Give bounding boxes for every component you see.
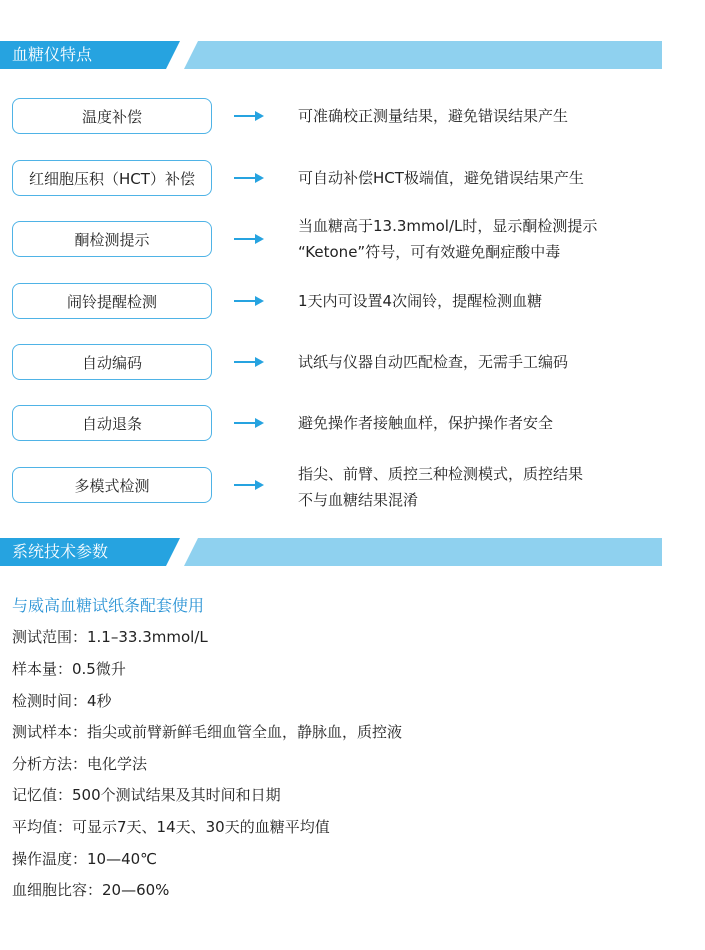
feature-description-line: 避免操作者接触血样，保护操作者安全 (298, 414, 554, 432)
feature-description (298, 160, 698, 196)
feature-label: 自动退条 (12, 405, 212, 441)
feature-description-line: 1天内可设置4次闹铃，提醒检测血糖 (298, 292, 543, 310)
spec-item: 血细胞比容：20—60% (12, 881, 170, 899)
feature-description-line: 试纸与仪器自动匹配检查，无需手工编码 (298, 353, 569, 371)
spec-item: 样本量：0.5微升 (12, 660, 126, 678)
right-arrow-icon (234, 422, 262, 424)
feature-description (298, 461, 698, 513)
feature-description (298, 344, 698, 380)
feature-label: 多模式检测 (12, 467, 212, 503)
feature-row (0, 160, 705, 198)
right-arrow-icon (234, 300, 262, 302)
feature-description (298, 283, 698, 319)
right-arrow-icon (234, 484, 262, 486)
feature-row (0, 344, 705, 382)
header-band (184, 538, 662, 566)
right-arrow-icon (234, 177, 262, 179)
feature-description-line: 指尖、前臂、质控三种检测模式，质控结果 (298, 465, 584, 483)
feature-row (0, 283, 705, 321)
feature-row (0, 405, 705, 443)
features-section-title: 血糖仪特点 (12, 45, 93, 64)
feature-label: 闹铃提醒检测 (12, 283, 212, 319)
feature-description-line: “Ketone”符号，可有效避免酮症酸中毒 (298, 243, 561, 261)
right-arrow-icon (234, 115, 262, 117)
feature-description-line: 可准确校正测量结果，避免错误结果产生 (298, 107, 569, 125)
specs-subtitle: 与威高血糖试纸条配套使用 (12, 596, 205, 615)
feature-label: 红细胞压积（HCT）补偿 (12, 160, 212, 196)
right-arrow-icon (234, 361, 262, 363)
header-band (184, 41, 662, 69)
feature-description-line: 当血糖高于13.3mmol/L时，显示酮检测提示 (298, 217, 598, 235)
spec-item: 检测时间：4秒 (12, 692, 112, 710)
specs-section-header (0, 538, 662, 566)
right-arrow-icon (234, 238, 262, 240)
spec-item: 平均值：可显示7天、14天、30天的血糖平均值 (12, 818, 330, 836)
specs-section-title: 系统技术参数 (12, 542, 109, 561)
spec-item: 记忆值：500个测试结果及其时间和日期 (12, 786, 281, 804)
features-section-header (0, 41, 662, 69)
feature-description-line: 可自动补偿HCT极端值，避免错误结果产生 (298, 169, 584, 187)
feature-row (0, 465, 705, 509)
feature-row (0, 98, 705, 136)
feature-description (298, 98, 698, 134)
feature-description-line: 不与血糖结果混淆 (298, 491, 419, 509)
spec-item: 测试范围：1.1–33.3mmol/L (12, 628, 208, 646)
spec-item: 操作温度：10—40℃ (12, 850, 158, 868)
spec-item: 分析方法：电化学法 (12, 755, 148, 773)
feature-label: 温度补偿 (12, 98, 212, 134)
feature-description (298, 213, 698, 265)
spec-item: 测试样本：指尖或前臂新鲜毛细血管全血，静脉血，质控液 (12, 723, 403, 741)
feature-description (298, 405, 698, 441)
feature-label: 自动编码 (12, 344, 212, 380)
feature-row (0, 217, 705, 261)
feature-label: 酮检测提示 (12, 221, 212, 257)
